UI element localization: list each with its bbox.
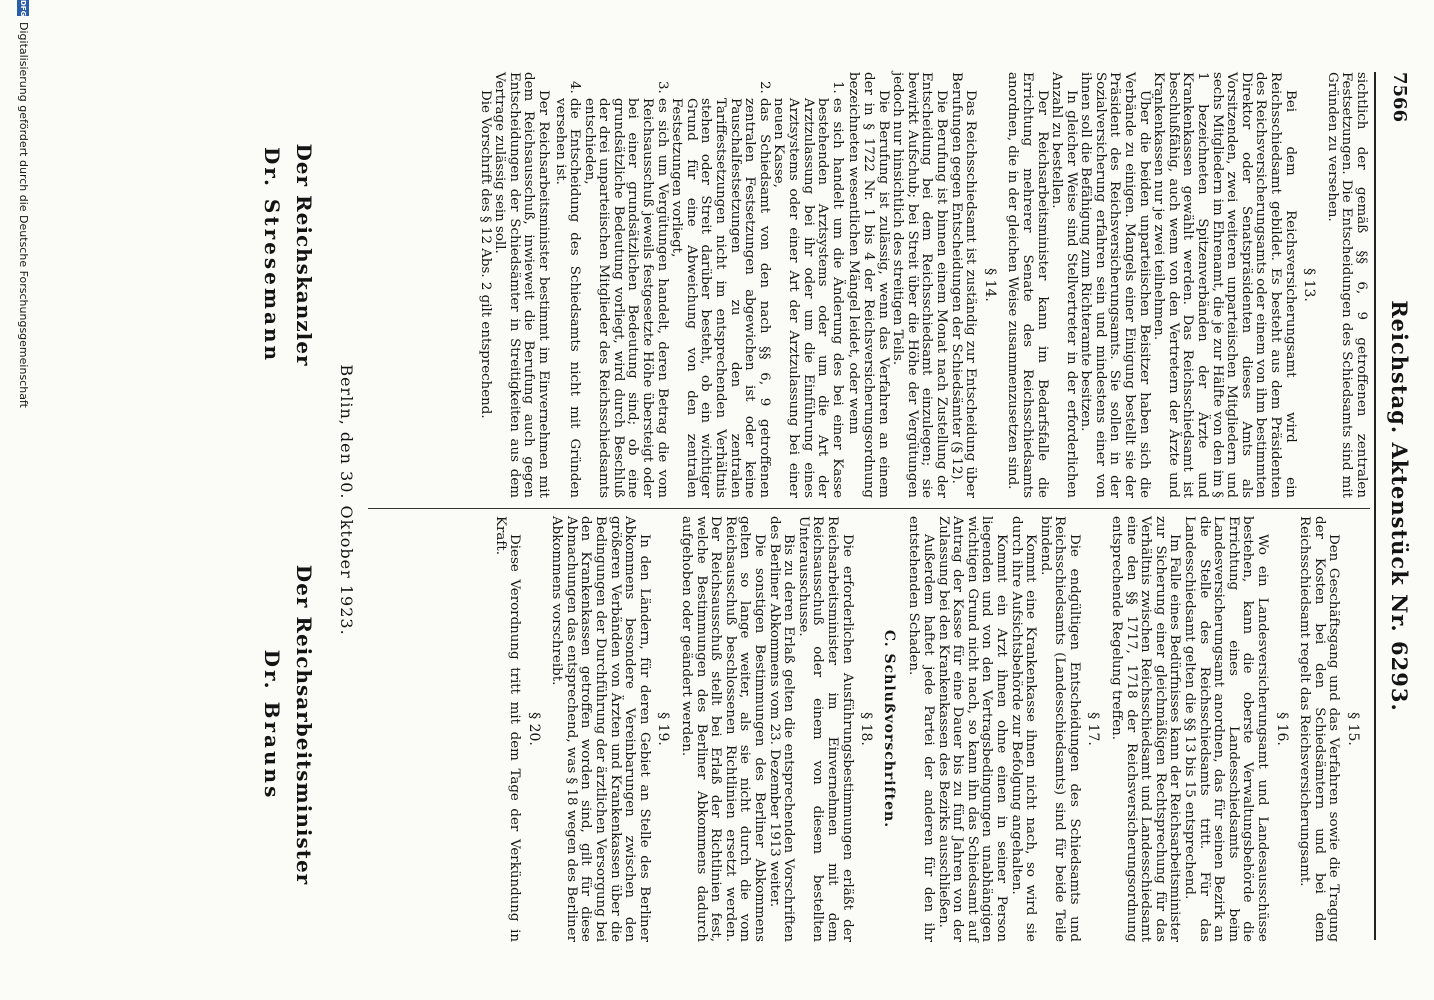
signature-role: Der Reichskanzler: [292, 143, 316, 367]
paragraph: Bei dem Reichsversicherungsamt wird ein Reichsschiedsamt gebildet. Es besteht aus dem Präsidenten des Reichsversicherungsamts oder einem von ihm bestimmten Direktor oder Senatspräsidenten dieses Amts als Vorsitzenden, zwei weiteren unparteiischen Mitgliedern und sechs Mitgliedern im Ehrenamt, die je zur Hälfte von den im § 1 bezeichneten Spitzenverbänden der Ärzte und Krankenkassen gewählt werden. Das Reichsschiedsamt ist beschlußfähig, auch wenn von den Vertretern der Ärzte und Krankenkassen nur je zwei teilnehmen.: [1151, 72, 1298, 498]
paragraph: Den Geschäftsgang und das Verfahren sowie die Tragung der Kosten bei den Schiedsämtern und bei dem Reichsschiedsamt regelt das Reichsversicherungsamt.: [1297, 516, 1342, 942]
paragraph: Der Reichsarbeitsminister bestimmt im Einvernehmen mit dem Reichsausschuß, inwieweit die Berufung auch gegen Entscheidungen der Schiedsämter in Streitigkeiten aus dem Vertrage zulässig sein soll.: [492, 72, 551, 498]
paragraph: Das Reichsschiedsamt ist zuständig zur Entscheidung über Berufungen gegen Entscheidungen der Schiedsämter (§ 12).: [948, 72, 979, 498]
dateline: Berlin, den 30. Oktober 1923.: [337, 364, 356, 636]
paragraph: Bis zu deren Erlaß gelten die entsprechenden Vorschriften des Berliner Abkommens vom 23. Dezember 1913 weiter.: [766, 516, 797, 942]
column-divider: [368, 508, 1370, 509]
section-heading-19: § 19.: [655, 712, 672, 746]
paragraph: Wo ein Landesversicherungsamt und Landesausschüsse bestehen, kann die oberste Verwaltungsbehörde die Errichtung eines Landesschiedsamts beim Landesversicherungsamt anordnen, das für seinen Bezirk an die Stelle des Reichsschiedsamts tritt. Für das Landesschiedsamt gelten die §§ 13 bis 15 entsprechend.: [1182, 516, 1271, 942]
section-heading-20: § 20.: [525, 712, 542, 746]
numbered-list: [552, 72, 844, 498]
paragraph: Über die beiden unparteiischen Beisitzer haben sich die Verbände zu einigen. Mangels einer Einigung bestellt sie der Präsident des Reichsversicherungsamts. Sie sollen in der Sozialversicherung erfahren sein und mindestens einer von ihnen soll die Befähigung zum Richteramte besitzen.: [1078, 72, 1152, 498]
paragraph: In gleicher Weise sind Stellvertreter in der erforderlichen Anzahl zu bestellen.: [1049, 72, 1079, 498]
signature-role: Der Reichsarbeitsminister: [292, 564, 316, 886]
page-number: 7566: [1389, 72, 1410, 123]
page-title: Reichstag. Aktenstück Nr. 6293.: [1387, 300, 1412, 712]
section-heading-15: § 15.: [1345, 712, 1361, 746]
section-heading-16: § 16.: [1273, 712, 1290, 746]
paragraph: Die Berufung ist binnen einem Monat nach Zustellung der Entscheidung bei dem Reichsschiedsamt einzulegen; sie bewirkt Aufschub; bei Streit über die Höhe der Vergütungen jedoch nur hinsichtlich des streitigen Teils.: [890, 72, 949, 498]
dfg-logo-icon: DFG: [19, 0, 27, 17]
paragraph: Die Berufung ist zulässig, wenn das Verfahren an einem der in § 1722 Nr. 1 bis 4 der Reichsversicherungsordnung bezeichneten wesentlichen Mängel leidet, oder wenn: [846, 72, 891, 498]
paragraph: Diese Verordnung tritt mit dem Tage der Verkündung in Kraft.: [492, 516, 523, 942]
section-heading-13: § 13.: [1301, 268, 1318, 302]
signature-name: Dr. Brauns: [260, 649, 284, 801]
paragraph: Kommt ein Arzt ihnen ohne einen in seiner Person liegenden und von den Vertragsbedingungen unabhängigen wichtigen Grund nicht nach, so kann ihn das Schiedsamt auf Antrag der Kasse für eine Dauer bis zu fünf Jahren von der Zulassung bei den Krankenkassen des Bezirks ausschließen.: [935, 516, 1009, 942]
paragraph: sichtlich der gemäß §§ 6, 9 getroffenen zentralen Festsetzungen. Die Entscheidungen des Schiedsamts sind mit Gründen zu versehen.: [1324, 72, 1369, 498]
paragraph: Die endgültigen Entscheidungen des Schiedsamts und Reichsschiedsamts (Landesschiedsamts) sind für beide Teile bindend.: [1037, 516, 1082, 942]
paragraph: Der Reichsarbeitsminister kann im Bedarfsfalle die Errichtung mehrerer Senate des Reichsschiedsamts anordnen, die in der gleichen Weise zusammenzusetzen sind.: [1005, 72, 1050, 498]
section-heading-18: § 18.: [858, 712, 875, 746]
right-column: [492, 516, 1368, 942]
paragraph: Die erforderlichen Ausführungsbestimmungen erläßt der Reichsarbeitsminister im Einvernehmen mit dem Reichsausschuß oder einem von diesem bestellten Unterausschusse.: [795, 516, 855, 942]
list-item: 4. die Entscheidung des Schiedsamts nicht mit Gründen versehen ist.: [552, 98, 581, 498]
digitization-note: [16, 0, 30, 1000]
digitization-note-text: Digitalisierung gefördert durch die Deutsche Forschungsgemeinschaft: [17, 22, 30, 408]
paragraph: Die sonstigen Bestimmungen des Berliner Abkommens gelten so lange weiter, als sie nicht durch die vom Reichsausschuß beschlossenen Richtlinien ersetzt werden. Der Reichsausschuß stellt bei Erlaß der Richtlinien fest, welche Bestimmungen des Berliner Abkommens dadurch aufgehoben oder geändert werden.: [679, 516, 768, 942]
signature-name: Dr. Stresemann: [260, 146, 284, 364]
left-column: [477, 72, 1368, 498]
paragraph: Die Vorschrift des § 12 Abs. 2 gilt entsprechend.: [477, 90, 493, 419]
signature-reichsarbeitsminister: [260, 560, 316, 890]
paragraph: Im Falle eines Bedürfnisses kann der Reichsarbeitsminister zur Sicherung einer gleichmäßigen Rechtsprechung für das Verhältnis zwischen Reichsschiedsamt und Landesschiedsamt eine den §§ 1717, 1718 der Reichsversicherungsordnung entsprechende Regelung treffen.: [1109, 516, 1183, 942]
signature-reichskanzler: [260, 90, 316, 420]
list-item: 1. es sich handelt um die Änderung des bei einer Kasse bestehenden Arztsystems oder um die Art der Arztzulassung bei ihr oder um die Einführung eines Arztsystems oder einer Art der Arztzulassung bei einer neuen Kasse,: [771, 98, 844, 498]
list-item: 2. das Schiedsamt von den nach §§ 6, 9 getroffenen zentralen Festsetzungen abgewichen ist oder keine Pauschalfestsetzungen zu den zentralen Tariffestsetzungen nicht im entsprechenden Verhältnis stehen oder Streit darüber besteht, ob ein wichtiger Grund für eine Abweichung von den zentralen Festsetzungen vorliegt,: [669, 98, 771, 498]
page-header: [1380, 72, 1416, 940]
section-heading-c: C. Schlußvorschriften.: [880, 629, 897, 829]
list-item: 3. es sich um Vergütungen handelt, deren Betrag die vom Reichsausschuß jeweils festgesetzte Höhe übersteigt oder bei einer grundsätzlichen Bedeutung sind; ob eine grundsätzliche Bedeutung vorliegt, wird durch Beschluß der drei unparteiischen Mitglieder des Reichsschiedsamts entschieden,: [581, 98, 669, 498]
paragraph: Außerdem haftet jede Partei der anderen für den ihr entstehenden Schaden.: [906, 516, 936, 942]
paragraph: In den Ländern, für deren Gebiet an Stelle des Berliner Abkommens besondere Vereinbarungen zwischen den größeren Verbänden von Ärzten und Krankenkassen über die Bedingungen der Durchführung der ärztlichen Versorgung bei den Krankenkassen getroffen worden sind, gilt für diese Abmachungen das entsprechend, was § 18 wegen des Berliner Abkommens vorschreibt.: [549, 516, 652, 942]
header-rule: [1374, 72, 1376, 940]
section-heading-14: § 14.: [981, 268, 998, 302]
section-heading-17: § 17.: [1085, 712, 1102, 746]
paragraph: Kommt eine Krankenkasse ihnen nicht nach, so wird sie durch ihre Aufsichtsbehörde zur Befolgung angehalten.: [1008, 516, 1039, 942]
